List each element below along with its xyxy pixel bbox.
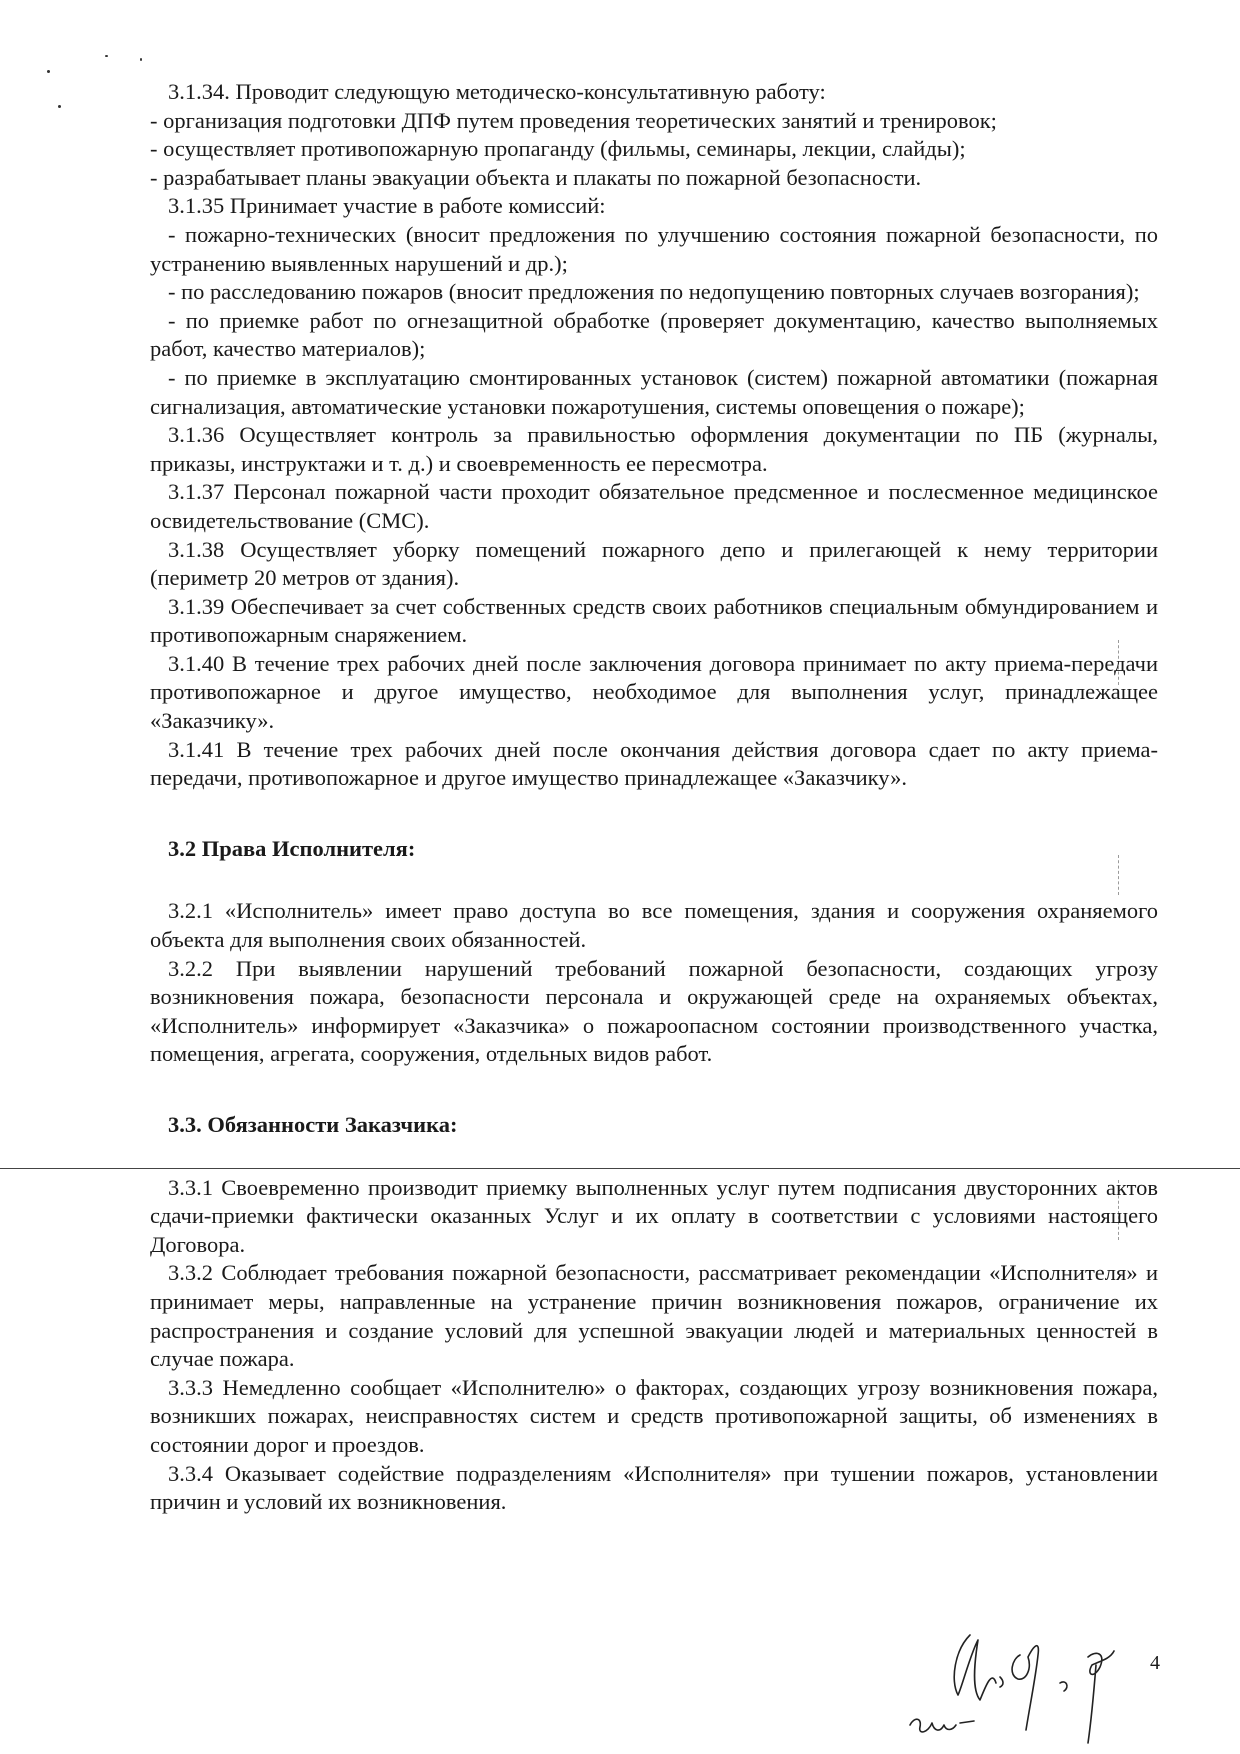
clause-3-1-40: 3.1.40 В течение трех рабочих дней после заключения договора принимает по акту приема-передачи противопожарное и другое имущество, необходимое для выполнения услуг, принадлежащее «Заказчику». [150,650,1158,734]
clause-3-3-2: 3.3.2 Соблюдает требования пожарной безопасности, рассматривает рекомендации «Исполнителя» и принимает меры, направленные на устранение причин возникновения пожаров, ограничение их распространения и создание условий для успешной эвакуации людей и материальных ценностей в случае пожара. [150,1260,1158,1372]
scan-speck [140,58,142,61]
section-heading-3-3: 3.3. Обязанности Заказчика: [168,1112,458,1137]
clause-3-2-1: 3.2.1 «Исполнитель» имеет право доступа во все помещения, здания и сооружения охраняемого объекта для выполнения своих обязанностей. [150,898,1158,953]
list-item: - по приемке в эксплуатацию смонтированных установок (систем) пожарной автоматики (пожарная сигнализация, автоматические установки пожаротушения, системы оповещения о пожаре); [150,364,1158,419]
spacer [150,793,1158,835]
clause-3-3-3: 3.3.3 Немедленно сообщает «Исполнителю» о факторах, создающих угрозу возникновения пожара, возникших пожарах, неисправностях систем и средств противопожарной защиты, об изменениях в состоянии дорог и проездов. [150,1374,1158,1457]
page-number: 4 [1150,1652,1160,1674]
list-item: - организация подготовки ДПФ путем проведения теоретических занятий и тренировок; [150,107,997,133]
scan-fold-line [0,1168,1240,1169]
clause-3-2-2: 3.2.2 При выявлении нарушений требований пожарной безопасности, создающих угрозу возникновения пожара, безопасности персонала и окружающей среде на охраняемых объектах, «Исполнитель» информирует «Заказчика» о пожароопасном состоянии производственного участка, помещения, агрегата, сооружения, отдельных видов работ. [150,955,1158,1067]
clause-3-1-38: 3.1.38 Осуществляет уборку помещений пожарного депо и прилегающей к нему территории (периметр 20 метров от здания). [150,536,1158,591]
list-item: - по расследованию пожаров (вносит предложения по недопущению повторных случаев возгорания); [168,279,1140,305]
scan-speck [58,105,61,108]
clause-3-1-35: 3.1.35 Принимает участие в работе комиссий: [168,193,606,219]
document-body [150,78,1158,1517]
list-item: - осуществляет противопожарную пропаганду (фильмы, семинары, лекции, слайды); [150,136,966,162]
scan-speck [105,55,108,57]
section-heading-3-2: 3.2 Права Исполнителя: [168,835,416,861]
clause-3-1-41: 3.1.41 В течение трех рабочих дней после окончания действия договора сдает по акту приема-передачи, противопожарное и другое имущество принадлежащее «Заказчику». [150,736,1158,791]
clause-3-1-37: 3.1.37 Персонал пожарной части проходит обязательное предсменное и послесменное медицинское освидетельствование (СМС). [150,479,1158,533]
clause-3-3-4: 3.3.4 Оказывает содействие подразделениям «Исполнителя» при тушении пожаров, установлении причин и условий их возникновения. [150,1460,1158,1515]
clause-3-1-34: 3.1.34. Проводит следующую методическо-консультативную работу: [168,79,826,104]
spacer [150,863,1158,897]
clause-3-1-39: 3.1.39 Обеспечивает за счет собственных средств своих работников специальным обмундированием и противопожарным снаряжением. [150,593,1158,648]
clause-3-1-36: 3.1.36 Осуществляет контроль за правильностью оформления документации по ПБ (журналы, приказы, инструктажи и т. д.) и своевременность ее пересмотра. [150,422,1158,476]
spacer [150,1069,1158,1111]
scan-speck [47,70,50,73]
handwritten-signature [900,1595,1160,1745]
list-item: - пожарно-технических (вносит предложения по улучшению состояния пожарной безопасности, по устранению выявленных нарушений и др.); [150,221,1158,276]
list-item: - разрабатывает планы эвакуации объекта и плакаты по пожарной безопасности. [150,164,922,190]
list-item: - по приемке работ по огнезащитной обработке (проверяет документацию, качество выполняемых работ, качество материалов); [150,307,1158,362]
clause-3-3-1: 3.3.1 Своевременно производит приемку выполненных услуг путем подписания двусторонних актов сдачи-приемки фактически оказанных Услуг и их оплату в соответствии с условиями настоящего Договора. [150,1174,1158,1257]
